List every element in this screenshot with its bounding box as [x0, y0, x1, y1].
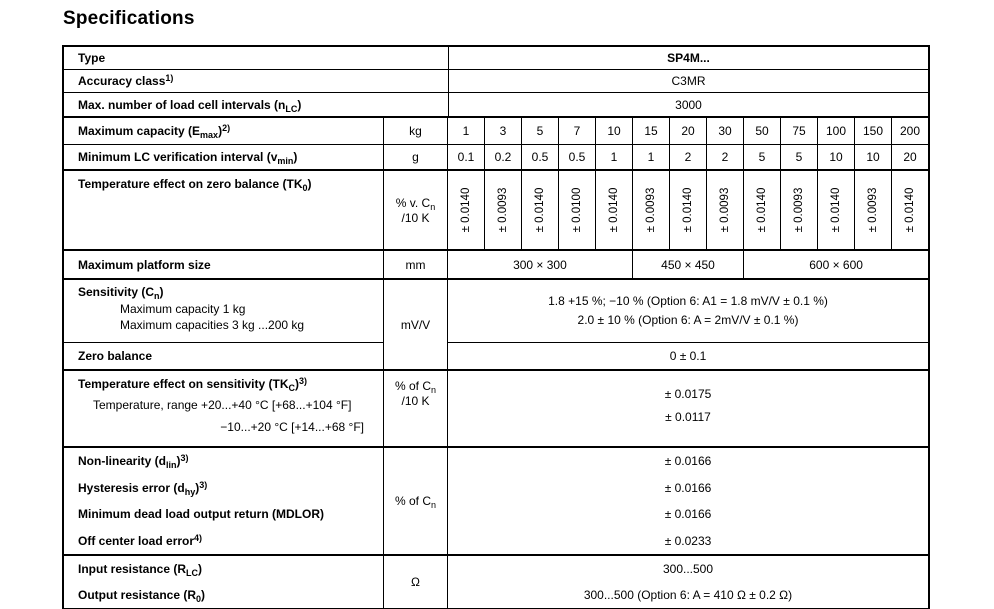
- maximum-capacity-label: Maximum capacity $(E_{max})^{2)}$: [64, 118, 384, 144]
- load-cell-intervals-label: Max. number of load cell intervals $(n_{LC})$: [64, 93, 449, 116]
- interval-cell: 2: [670, 145, 707, 169]
- sensitivity-label: Sensitivity $(C_n)$ Maximum capacity 1 kg Maximum capacities 3 kg ...200 kg: [64, 280, 384, 342]
- row-verification-interval: [64, 145, 928, 171]
- zero-balance-value: 0 ± 0.1: [448, 342, 928, 369]
- capacity-cell: 3: [485, 118, 522, 144]
- type-value: SP4M...: [667, 51, 710, 65]
- mdlor-label: Minimum dead load output return (MDLOR): [64, 501, 384, 528]
- hysteresis-label: Hysteresis error $(d_{hy})^{3)}$: [64, 475, 384, 502]
- nonlinearity-unit: % of $C_n$: [384, 448, 448, 554]
- row-load-cell-intervals: [64, 93, 928, 118]
- tk0-cell: ± 0.0093: [707, 171, 744, 249]
- off-center-value: ± 0.0233: [664, 533, 712, 548]
- capacity-cell: 30: [707, 118, 744, 144]
- nonlinearity-label: Non-linearity $(d_{lin})^{3)}$: [64, 448, 384, 475]
- platform-size-unit: mm: [384, 251, 448, 278]
- interval-cell: 2: [707, 145, 744, 169]
- section-tkc: [64, 371, 928, 448]
- tk0-cell: ± 0.0093: [781, 171, 818, 249]
- tk0-cell: ± 0.0140: [670, 171, 707, 249]
- zero-balance-label: Zero balance: [64, 342, 384, 369]
- interval-cell: 0.5: [559, 145, 596, 169]
- input-resistance-value: 300...500: [662, 562, 714, 576]
- verification-interval-unit: g: [384, 145, 448, 169]
- sensitivity-subline-2: Maximum capacities 3 kg ...200 kg: [120, 318, 305, 332]
- tkc-value-line-2: ± 0.0117: [665, 410, 711, 424]
- row-platform-size: [64, 251, 928, 280]
- platform-cell: 450 × 450: [633, 251, 744, 278]
- platform-cell: 300 × 300: [448, 251, 633, 278]
- interval-cell: 0.5: [522, 145, 559, 169]
- interval-cell: 0.2: [485, 145, 522, 169]
- page-title: Specifications: [63, 8, 195, 29]
- interval-cell: 10: [818, 145, 855, 169]
- interval-cell: 5: [744, 145, 781, 169]
- accuracy-class-label: Accuracy class$^{1)}$: [64, 70, 449, 92]
- tk0-cell: ± 0.0140: [744, 171, 781, 249]
- capacity-cell: 200: [899, 124, 921, 138]
- accuracy-class-value: C3MR: [671, 74, 706, 88]
- interval-cell: 5: [781, 145, 818, 169]
- output-resistance-label: Output resistance $(R_0)$: [64, 582, 384, 608]
- verification-interval-values: [448, 145, 928, 169]
- capacity-cell: 50: [744, 118, 781, 144]
- sensitivity-subline-1: Maximum capacity 1 kg: [120, 302, 246, 316]
- tk0-cell: ± 0.0140: [596, 171, 633, 249]
- tk0-cell: ± 0.0093: [633, 171, 670, 249]
- capacity-cell: 20: [670, 118, 707, 144]
- tkc-label: Temperature effect on sensitivity $(TK_C)^{3)}$ Temperature, range +20...+40 °C [+68...+104 °F] −10...+20 °C [+14...+68 °F]: [64, 371, 384, 446]
- capacity-cell: 7: [559, 118, 596, 144]
- tk0-cell: ± 0.0140: [818, 171, 855, 249]
- tk0-cell: ± 0.0140: [448, 171, 485, 249]
- off-center-label: Off center load error$^{4)}$: [64, 528, 384, 555]
- sensitivity-value: [448, 280, 928, 342]
- specifications-table: [62, 45, 930, 609]
- section-sensitivity: [64, 280, 928, 371]
- platform-size-values: [448, 251, 928, 278]
- mdlor-value: ± 0.0166: [664, 507, 712, 522]
- sensitivity-unit: mV/V: [384, 280, 448, 369]
- interval-cell: 20: [903, 150, 917, 164]
- interval-cell: 1: [633, 145, 670, 169]
- sensitivity-value-line-2: 2.0 ± 10 % (Option 6: A = 2mV/V ± 0.1 %): [577, 313, 799, 327]
- platform-size-label: Maximum platform size: [64, 251, 384, 278]
- capacity-cell: 10: [596, 118, 633, 144]
- tk0-label: Temperature effect on zero balance $(TK_0)$: [64, 171, 384, 249]
- interval-cell: 1: [596, 145, 633, 169]
- section-nonlinearity: [64, 448, 928, 556]
- tkc-value-line-1: ± 0.0175: [664, 387, 712, 401]
- tk0-cell: ± 0.0100: [559, 171, 596, 249]
- tkc-value: [448, 371, 928, 446]
- sensitivity-value-line-1: 1.8 +15 %; −10 % (Option 6: A1 = 1.8 mV/V ± 0.1 %): [548, 294, 828, 308]
- hysteresis-value: ± 0.0166: [664, 480, 712, 495]
- row-accuracy-class: [64, 70, 928, 93]
- row-maximum-capacity: [64, 118, 928, 145]
- section-resistance: [64, 556, 928, 609]
- row-type: [64, 47, 928, 70]
- interval-cell: 0.1: [448, 145, 485, 169]
- tk0-unit: % v. $C_n$ /10 K: [384, 171, 448, 249]
- row-tk0: [64, 171, 928, 251]
- tkc-unit: % of $C_n$ /10 K: [384, 371, 448, 446]
- capacity-cell: 1: [448, 118, 485, 144]
- capacity-cell: 75: [781, 118, 818, 144]
- tk0-cell: ± 0.0140: [904, 187, 916, 233]
- type-label: Type: [64, 47, 449, 69]
- capacity-cell: 150: [855, 118, 892, 144]
- maximum-capacity-values: [448, 118, 928, 144]
- capacity-cell: 100: [818, 118, 855, 144]
- tk0-cell: ± 0.0093: [855, 171, 892, 249]
- platform-cell: 600 × 600: [809, 257, 863, 272]
- maximum-capacity-unit: kg: [384, 118, 448, 144]
- output-resistance-value: 300...500 (Option 6: A = 410 Ω ± 0.2 Ω): [583, 588, 793, 602]
- tk0-cell: ± 0.0140: [522, 171, 559, 249]
- nonlinearity-value: ± 0.0166: [664, 454, 712, 469]
- tkc-subline-2: −10...+20 °C [+14...+68 °F]: [220, 420, 364, 434]
- tk0-cell: ± 0.0093: [485, 171, 522, 249]
- load-cell-intervals-value: 3000: [675, 97, 702, 112]
- tk0-values: [448, 171, 928, 249]
- verification-interval-label: Minimum LC verification interval $(v_{min})$: [64, 145, 384, 169]
- capacity-cell: 5: [522, 118, 559, 144]
- tkc-subline-1: Temperature, range +20...+40 °C [+68...+104 °F]: [93, 398, 352, 412]
- resistance-unit: Ω: [384, 556, 448, 608]
- interval-cell: 10: [855, 145, 892, 169]
- capacity-cell: 15: [633, 118, 670, 144]
- input-resistance-label: Input resistance $(R_{LC})$: [64, 556, 384, 582]
